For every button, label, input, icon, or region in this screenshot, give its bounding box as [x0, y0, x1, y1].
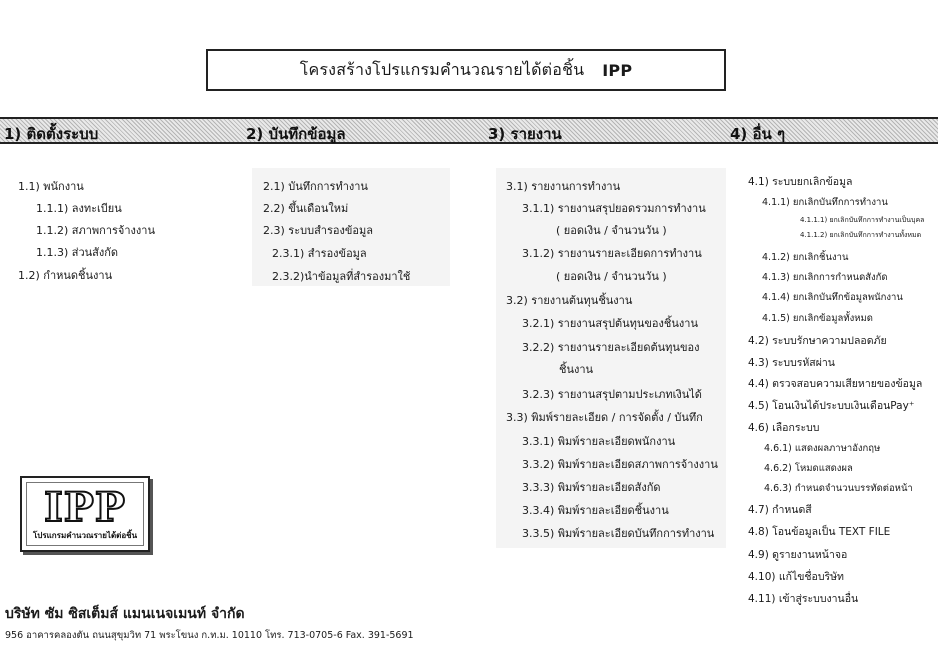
- list-item: 3.3) พิมพ์รายละเอียด / การจัดตั้ง / บันทึก: [506, 411, 703, 424]
- company-name: บริษัท ซัม ซิสเต็มส์ แมนเนจเมนท์ จำกัด: [5, 606, 245, 622]
- list-item: 1.1) พนักงาน: [18, 180, 84, 193]
- list-item: 4.4) ตรวจสอบความเสียหายของข้อมูล: [748, 378, 923, 390]
- document-title-box: [206, 49, 726, 91]
- ipp-logo: [20, 476, 150, 552]
- logo-caption: โปรแกรมคำนวณรายได้ต่อชิ้น: [32, 531, 138, 540]
- list-item: 3.2) รายงานต้นทุนชิ้นงาน: [506, 294, 633, 307]
- list-item: ( ยอดเงิน / จำนวนวัน ): [556, 270, 667, 283]
- list-item: 3.2.1) รายงานสรุปต้นทุนของชิ้นงาน: [522, 317, 698, 330]
- document-title: โครงสร้างโปรแกรมคำนวณรายได้ต่อชิ้น: [299, 59, 585, 79]
- list-item: 4.1.1.2) ยกเลิกบันทึกการทำงานทั้งหมด: [800, 231, 922, 239]
- list-item: 4.11) เข้าสู่ระบบงานอื่น: [748, 593, 859, 605]
- list-item: 3.3.2) พิมพ์รายละเอียดสภาพการจ้างงาน: [522, 458, 718, 471]
- list-item: 3.3.3) พิมพ์รายละเอียดสังกัด: [522, 481, 661, 494]
- list-item: 3.3.5) พิมพ์รายละเอียดบันทึกการทำงาน: [522, 527, 715, 540]
- program-code: IPP: [602, 60, 633, 80]
- list-item: 2.3.2)นำข้อมูลที่สำรองมาใช้: [272, 270, 411, 283]
- list-item: 3.1) รายงานการทำงาน: [506, 180, 621, 193]
- list-item: 4.5) โอนเงินได้ประบบเงินเดือนPay⁺: [748, 400, 915, 412]
- list-item: 4.1) ระบบยกเลิกข้อมูล: [748, 176, 853, 188]
- header-install: 1) ติดตั้งระบบ: [4, 125, 99, 143]
- list-item: 1.1.2) สภาพการจ้างงาน: [36, 224, 155, 237]
- list-item: 4.3) ระบบรหัสผ่าน: [748, 357, 835, 369]
- list-item: 4.1.1) ยกเลิกบันทึกการทำงาน: [762, 197, 888, 208]
- list-item: 4.6.2) โหมดแสดงผล: [764, 463, 853, 474]
- list-item: ชิ้นงาน: [559, 363, 594, 376]
- header-reports: 3) รายงาน: [488, 125, 562, 143]
- list-item: 2.2) ขึ้นเดือนใหม่: [263, 202, 349, 215]
- list-item: ( ยอดเงิน / จำนวนวัน ): [556, 224, 667, 237]
- list-item: 1.1.1) ลงทะเบียน: [36, 202, 122, 215]
- header-data-entry: 2) บันทึกข้อมูล: [246, 125, 346, 143]
- list-item: 3.3.1) พิมพ์รายละเอียดพนักงาน: [522, 435, 676, 448]
- header-others: 4) อื่น ๆ: [730, 125, 786, 143]
- list-item: 1.2) กำหนดชิ้นงาน: [18, 269, 113, 282]
- list-item: 2.3) ระบบสำรองข้อมูล: [263, 224, 373, 237]
- list-item: 2.3.1) สำรองข้อมูล: [272, 247, 367, 260]
- list-item: 3.1.1) รายงานสรุปยอดรวมการทำงาน: [522, 202, 706, 215]
- list-item: 4.1.3) ยกเลิกการกำหนดสังกัด: [762, 272, 888, 283]
- list-item: 3.3.4) พิมพ์รายละเอียดชิ้นงาน: [522, 504, 669, 517]
- list-item: 4.1.4) ยกเลิกบันทึกข้อมูลพนักงาน: [762, 292, 903, 303]
- list-item: 4.1.2) ยกเลิกชิ้นงาน: [762, 252, 849, 263]
- list-item: 4.6.3) กำหนดจำนวนบรรทัดต่อหน้า: [764, 483, 913, 494]
- list-item: 4.7) กำหนดสี: [748, 504, 812, 516]
- list-item: 3.2.2) รายงานรายละเอียดต้นทุนของ: [522, 341, 700, 354]
- list-item: 1.1.3) ส่วนสังกัด: [36, 246, 119, 259]
- list-item: 4.6.1) แสดงผลภาษาอังกฤษ: [764, 443, 881, 454]
- list-item: 3.2.3) รายงานสรุปตามประเภทเงินได้: [522, 388, 702, 401]
- section-header-bar: [0, 117, 938, 144]
- list-item: 4.2) ระบบรักษาความปลอดภัย: [748, 335, 887, 347]
- list-item: 4.1.5) ยกเลิกข้อมูลทั้งหมด: [762, 313, 873, 324]
- company-address: 956 อาคารคลองตัน ถนนสุขุมวิท 71 พระโขนง ก.ท.ม. 10110 โทร. 713-0705-6 Fax. 391-5691: [5, 630, 414, 641]
- logo-text: IPP: [44, 484, 126, 531]
- list-item: 4.1.1.1) ยกเลิกบันทึกการทำงานเป็นบุคล: [800, 216, 925, 224]
- list-item: 4.8) โอนข้อมูลเป็น TEXT FILE: [748, 526, 891, 538]
- list-item: 3.1.2) รายงานรายละเอียดการทำงาน: [522, 247, 702, 260]
- list-item: 4.10) แก้ไขชื่อบริษัท: [748, 571, 844, 583]
- list-item: 4.6) เลือกระบบ: [748, 422, 820, 434]
- list-item: 4.9) ดูรายงานหน้าจอ: [748, 549, 848, 561]
- list-item: 2.1) บันทึกการทำงาน: [263, 180, 368, 193]
